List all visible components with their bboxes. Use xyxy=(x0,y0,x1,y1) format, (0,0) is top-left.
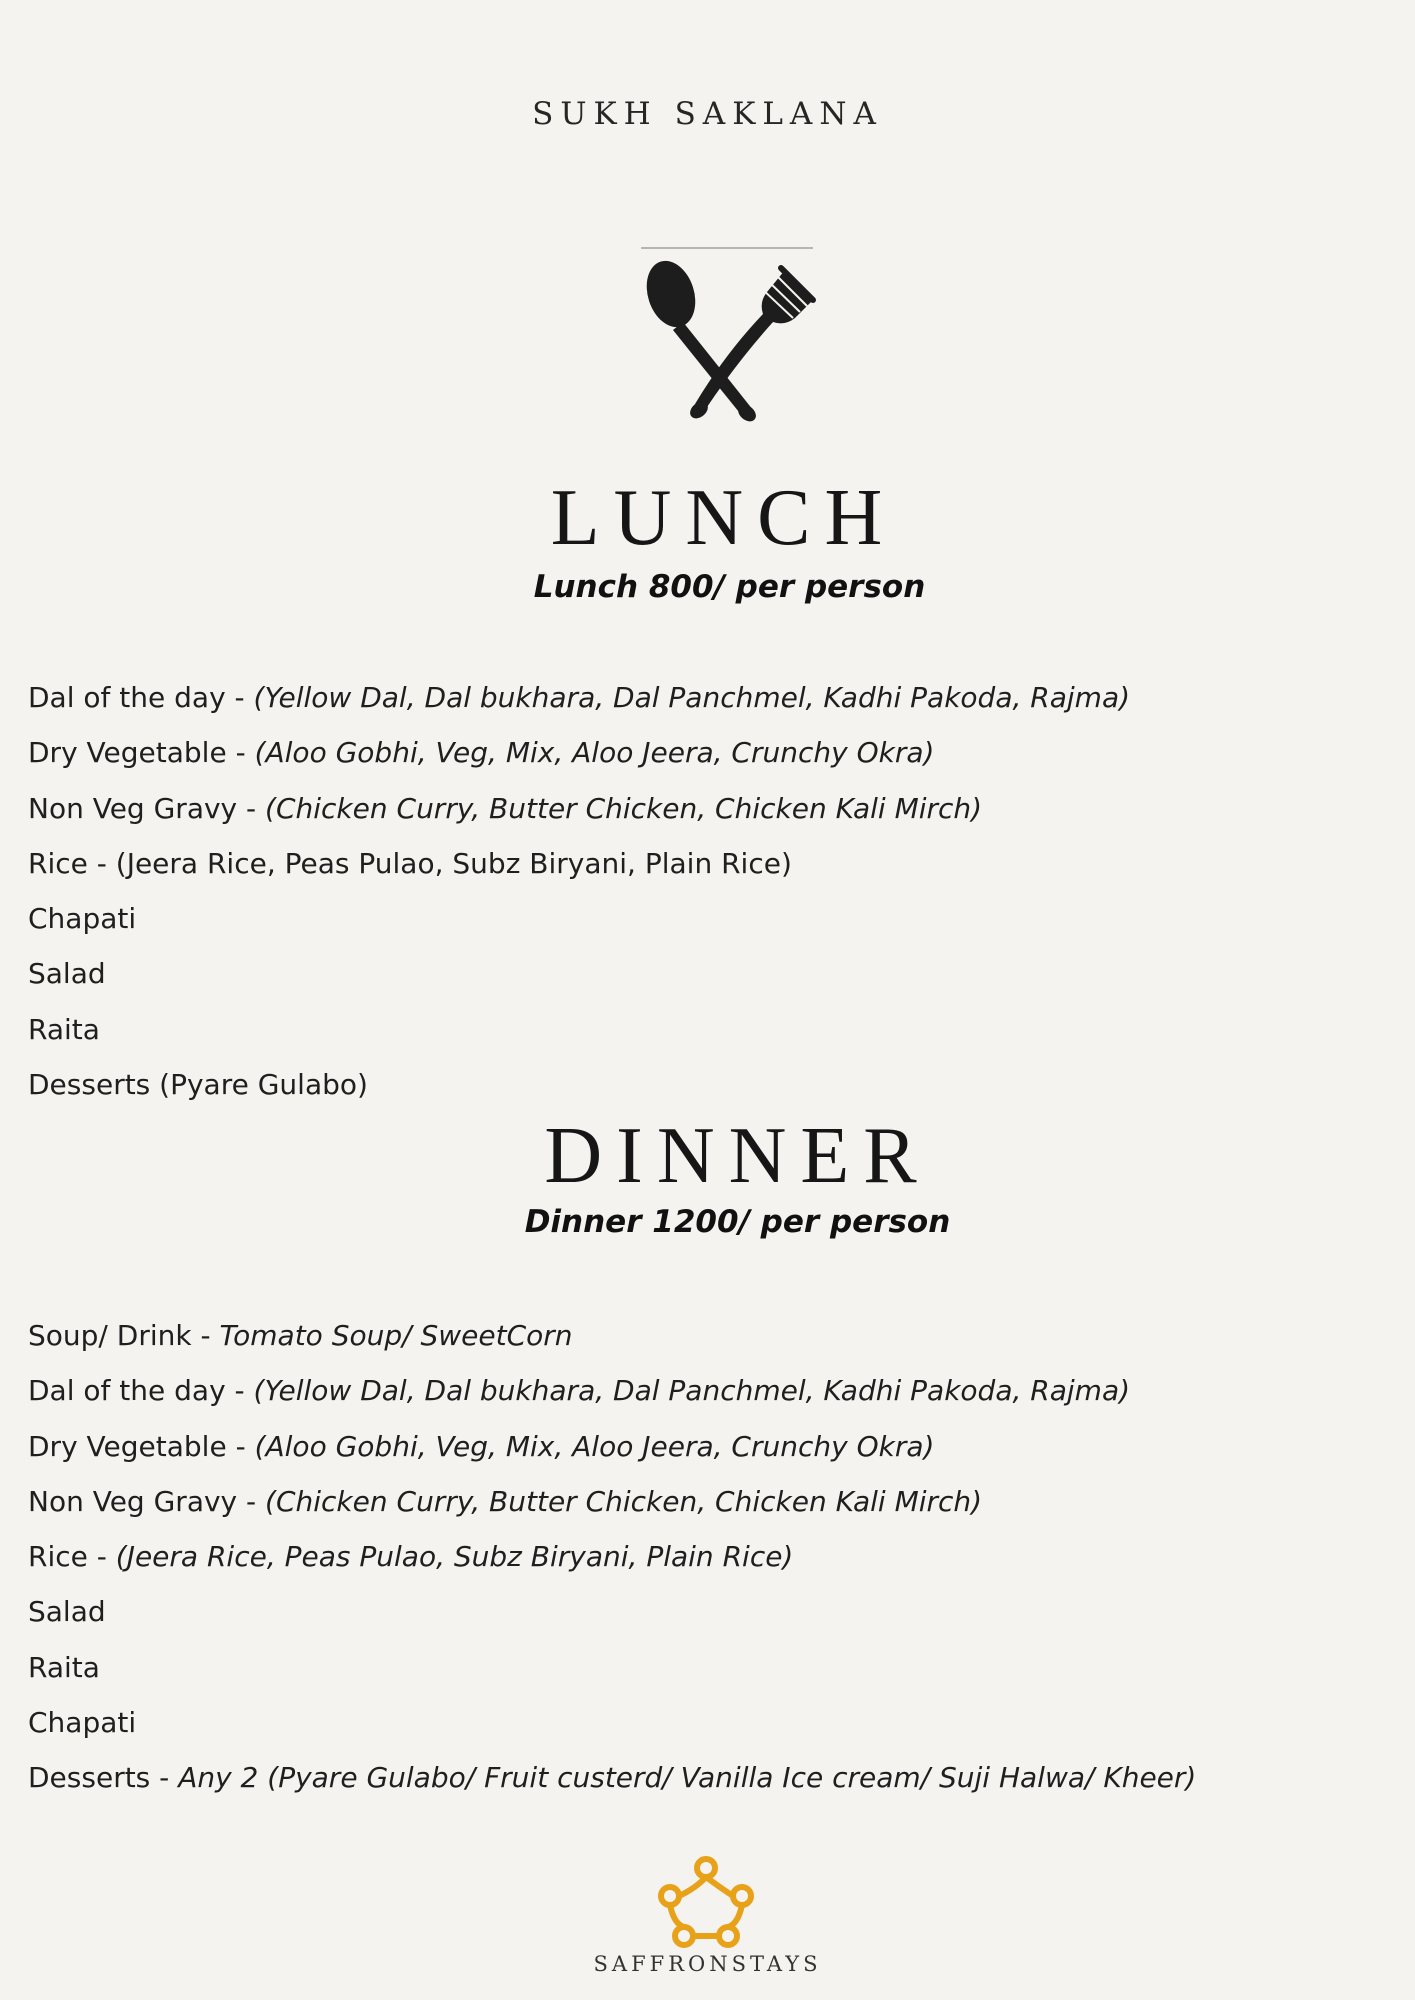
dinner-price: Dinner 1200/ per person xyxy=(524,1204,951,1240)
menu-item xyxy=(28,781,1130,836)
menu-item xyxy=(28,1419,1196,1474)
menu-item-name: Salad xyxy=(28,957,106,991)
dinner-heading: DINNER xyxy=(544,1112,931,1200)
menu-item-name: Raita xyxy=(28,1012,100,1046)
lunch-menu-list xyxy=(28,670,1130,1112)
menu-item-name: Desserts xyxy=(28,1761,151,1795)
menu-item-options: (Yellow Dal, Dal bukhara, Dal Panchmel, Kadhi Pakoda, Rajma) xyxy=(253,1374,1131,1408)
menu-item-name: Dry Vegetable xyxy=(28,736,227,770)
menu-item-options: (Yellow Dal, Dal bukhara, Dal Panchmel, Kadhi Pakoda, Rajma) xyxy=(253,681,1131,714)
menu-item-name: Rice xyxy=(28,846,88,880)
menu-item-options: (Jeera Rice, Peas Pulao, Subz Biryani, Plain Rice) xyxy=(115,1540,794,1574)
menu-item-options: Tomato Soup/ SweetCorn xyxy=(219,1319,573,1352)
menu-item xyxy=(28,1640,1196,1695)
menu-item xyxy=(28,1308,1196,1363)
menu-item-name: Non Veg Gravy xyxy=(28,1484,238,1518)
brand-name: SAFFRONSTAYS xyxy=(593,1952,822,1976)
menu-item-separator: - xyxy=(226,736,255,770)
venue-name: SUKH SAKLANA xyxy=(532,96,883,132)
menu-item xyxy=(28,836,1130,891)
dinner-menu-list xyxy=(28,1308,1196,1806)
menu-item xyxy=(28,1474,1196,1529)
menu-item-name: Chapati xyxy=(28,902,137,936)
menu-item-name: Desserts (Pyare Gulabo) xyxy=(28,1068,368,1102)
menu-item xyxy=(28,1057,1130,1112)
menu-item-separator: - xyxy=(225,1374,254,1408)
menu-item-name: Non Veg Gravy xyxy=(28,791,238,825)
menu-item-options: Any 2 (Pyare Gulabo/ Fruit custerd/ Vanilla Ice cream/ Suji Halwa/ Kheer) xyxy=(178,1761,1197,1795)
menu-item-separator: - xyxy=(191,1319,220,1352)
menu-item-separator: - xyxy=(226,1429,255,1463)
menu-item-name: Rice xyxy=(28,1540,88,1574)
spoon-fork-icon xyxy=(635,242,820,424)
lunch-heading: LUNCH xyxy=(550,474,897,562)
menu-item xyxy=(28,1695,1196,1750)
menu-item-name: Dal of the day xyxy=(28,1374,226,1408)
menu-item-options: (Chicken Curry, Butter Chicken, Chicken Kali Mirch) xyxy=(265,791,983,825)
menu-item xyxy=(28,1002,1130,1057)
menu-item xyxy=(28,891,1130,946)
menu-item-separator: - xyxy=(87,846,116,880)
menu-item xyxy=(28,1363,1196,1418)
menu-item xyxy=(28,1750,1196,1805)
menu-item-name: Chapati xyxy=(28,1706,137,1740)
menu-item-name: Dal of the day xyxy=(28,681,226,714)
menu-item-options: (Aloo Gobhi, Veg, Mix, Aloo Jeera, Crunchy Okra) xyxy=(254,1429,935,1463)
menu-item xyxy=(28,725,1130,780)
menu-item-name: Dry Vegetable xyxy=(28,1429,227,1463)
menu-item-name: Raita xyxy=(28,1650,100,1684)
menu-item-separator: - xyxy=(225,681,254,714)
lunch-price: Lunch 800/ per person xyxy=(533,569,926,605)
menu-item-options: (Jeera Rice, Peas Pulao, Subz Biryani, Plain Rice) xyxy=(115,846,792,880)
menu-item xyxy=(28,1584,1196,1639)
menu-item-name: Soup/ Drink xyxy=(28,1319,192,1352)
menu-item xyxy=(28,946,1130,1001)
menu-item xyxy=(28,670,1130,725)
menu-item-name: Salad xyxy=(28,1595,106,1629)
menu-item-options: (Aloo Gobhi, Veg, Mix, Aloo Jeera, Crunchy Okra) xyxy=(254,736,935,770)
saffronstays-logo-icon xyxy=(656,1854,756,1948)
menu-item-separator: - xyxy=(237,1484,266,1518)
menu-item-separator: - xyxy=(150,1761,179,1795)
menu-item-separator: - xyxy=(237,791,266,825)
menu-item-separator: - xyxy=(87,1540,116,1574)
menu-item-options: (Chicken Curry, Butter Chicken, Chicken Kali Mirch) xyxy=(265,1484,983,1518)
menu-item xyxy=(28,1529,1196,1584)
